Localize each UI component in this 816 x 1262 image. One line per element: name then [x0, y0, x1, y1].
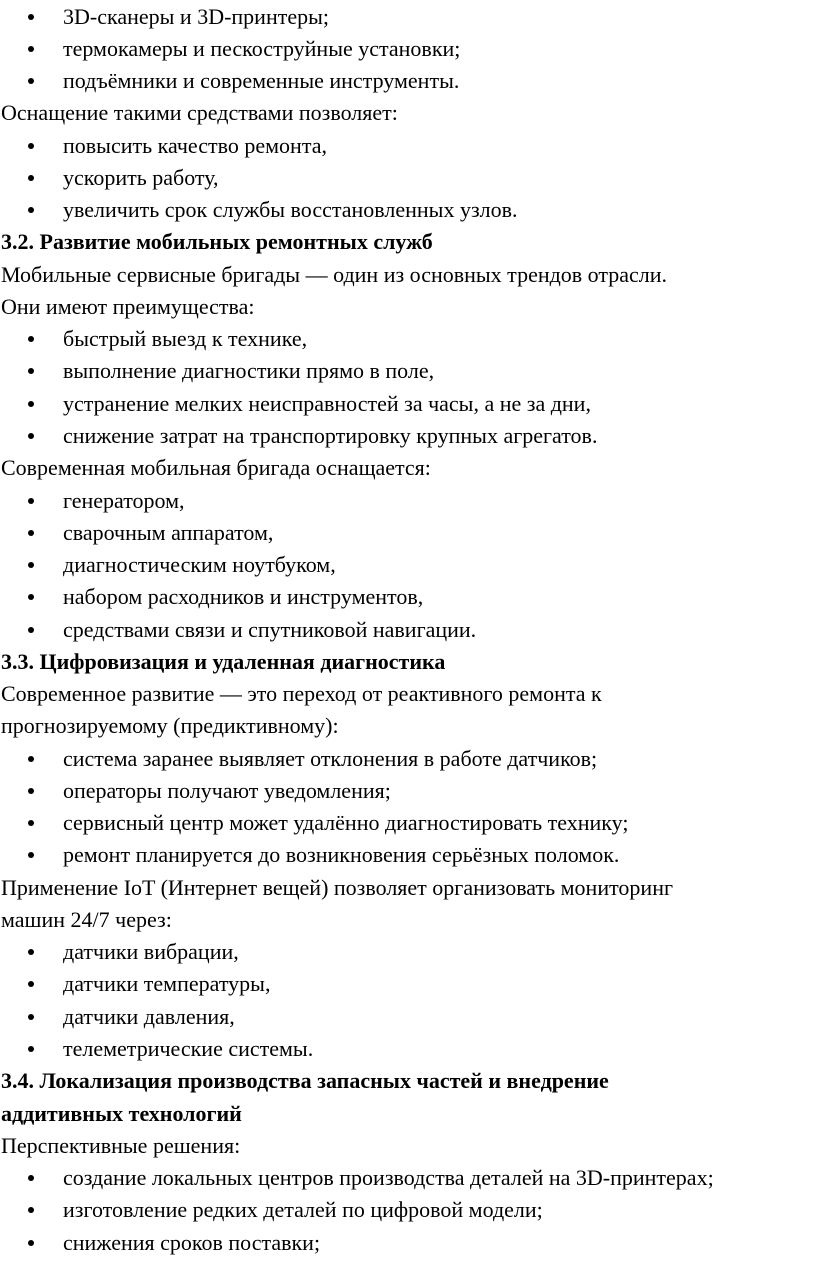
bullet-icon: [28, 1207, 34, 1213]
list-item-text: термокамеры и пескоструйные установки;: [63, 36, 461, 61]
paragraph: Они имеют преимущества:: [1, 294, 255, 319]
bullet-icon: [28, 143, 34, 149]
bullet-icon: [28, 530, 34, 536]
list-item-text: создание локальных центров производства деталей на 3D-принтерах;: [63, 1165, 714, 1190]
paragraph: машин 24/7 через:: [1, 907, 172, 932]
list-item-text: подъёмники и современные инструменты.: [63, 68, 460, 93]
bullet-icon: [28, 1014, 34, 1020]
bullet-icon: [28, 627, 34, 633]
bullet-icon: [28, 788, 34, 794]
paragraph: Перспективные решения:: [1, 1133, 241, 1158]
bullet-icon: [28, 175, 34, 181]
list-item-text: система заранее выявляет отклонения в работе датчиков;: [63, 746, 598, 771]
list-item-text: увеличить срок службы восстановленных узлов.: [63, 197, 518, 222]
paragraph: Мобильные сервисные бригады — один из основных трендов отрасли.: [1, 262, 668, 287]
bullet-icon: [28, 756, 34, 762]
list-item-text: быстрый выезд к технике,: [63, 326, 308, 351]
list-item-text: сварочным аппаратом,: [63, 520, 274, 545]
list-item-text: ремонт планируется до возникновения серьёзных поломок.: [63, 842, 620, 867]
list-item-text: сервисный центр может удалённо диагностировать технику;: [63, 810, 629, 835]
paragraph: Современное развитие — это переход от реактивного ремонта к: [1, 681, 602, 706]
list-item-text: изготовление редких деталей по цифровой модели;: [63, 1197, 543, 1222]
bullet-icon: [28, 1240, 34, 1246]
paragraph: Применение IoT (Интернет вещей) позволяет организовать мониторинг: [1, 875, 673, 900]
bullet-icon: [28, 594, 34, 600]
list-item-text: датчики температуры,: [63, 971, 271, 996]
list-item-text: средствами связи и спутниковой навигации.: [63, 617, 477, 642]
bullet-icon: [28, 207, 34, 213]
list-item-text: датчики вибрации,: [63, 939, 239, 964]
list-item-text: диагностическим ноутбуком,: [63, 552, 336, 577]
bullet-icon: [28, 401, 34, 407]
bullet-icon: [28, 1175, 34, 1181]
list-item-text: выполнение диагностики прямо в поле,: [63, 358, 435, 383]
section-heading: 3.4. Локализация производства запасных частей и внедрение: [1, 1068, 609, 1093]
list-item-text: снижения сроков поставки;: [63, 1230, 321, 1255]
section-heading: 3.3. Цифровизация и удаленная диагностика: [1, 649, 446, 674]
bullet-icon: [28, 336, 34, 342]
list-item-text: генератором,: [63, 488, 185, 513]
bullet-icon: [28, 562, 34, 568]
list-item-text: ускорить работу,: [63, 165, 219, 190]
bullet-icon: [28, 949, 34, 955]
bullet-icon: [28, 78, 34, 84]
list-item-text: датчики давления,: [63, 1004, 235, 1029]
section-heading: аддитивных технологий: [1, 1101, 242, 1126]
bullet-icon: [28, 433, 34, 439]
list-item-text: 3D-сканеры и 3D-принтеры;: [63, 4, 329, 29]
list-item-text: повысить качество ремонта,: [63, 133, 327, 158]
list-item-text: набором расходников и инструментов,: [63, 584, 424, 609]
section-heading: 3.2. Развитие мобильных ремонтных служб: [1, 229, 433, 254]
bullet-icon: [28, 14, 34, 20]
bullet-icon: [28, 368, 34, 374]
bullet-icon: [28, 498, 34, 504]
bullet-icon: [28, 981, 34, 987]
bullet-icon: [28, 852, 34, 858]
list-item-text: операторы получают уведомления;: [63, 778, 391, 803]
bullet-icon: [28, 820, 34, 826]
bullet-icon: [28, 1046, 34, 1052]
list-item-text: телеметрические системы.: [63, 1036, 314, 1061]
bullet-icon: [28, 46, 34, 52]
paragraph: Оснащение такими средствами позволяет:: [1, 100, 398, 125]
paragraph: Современная мобильная бригада оснащается:: [1, 455, 431, 480]
list-item-text: снижение затрат на транспортировку крупных агрегатов.: [63, 423, 598, 448]
list-item-text: устранение мелких неисправностей за часы, а не за дни,: [63, 391, 591, 416]
paragraph: прогнозируемому (предиктивному):: [1, 713, 339, 738]
